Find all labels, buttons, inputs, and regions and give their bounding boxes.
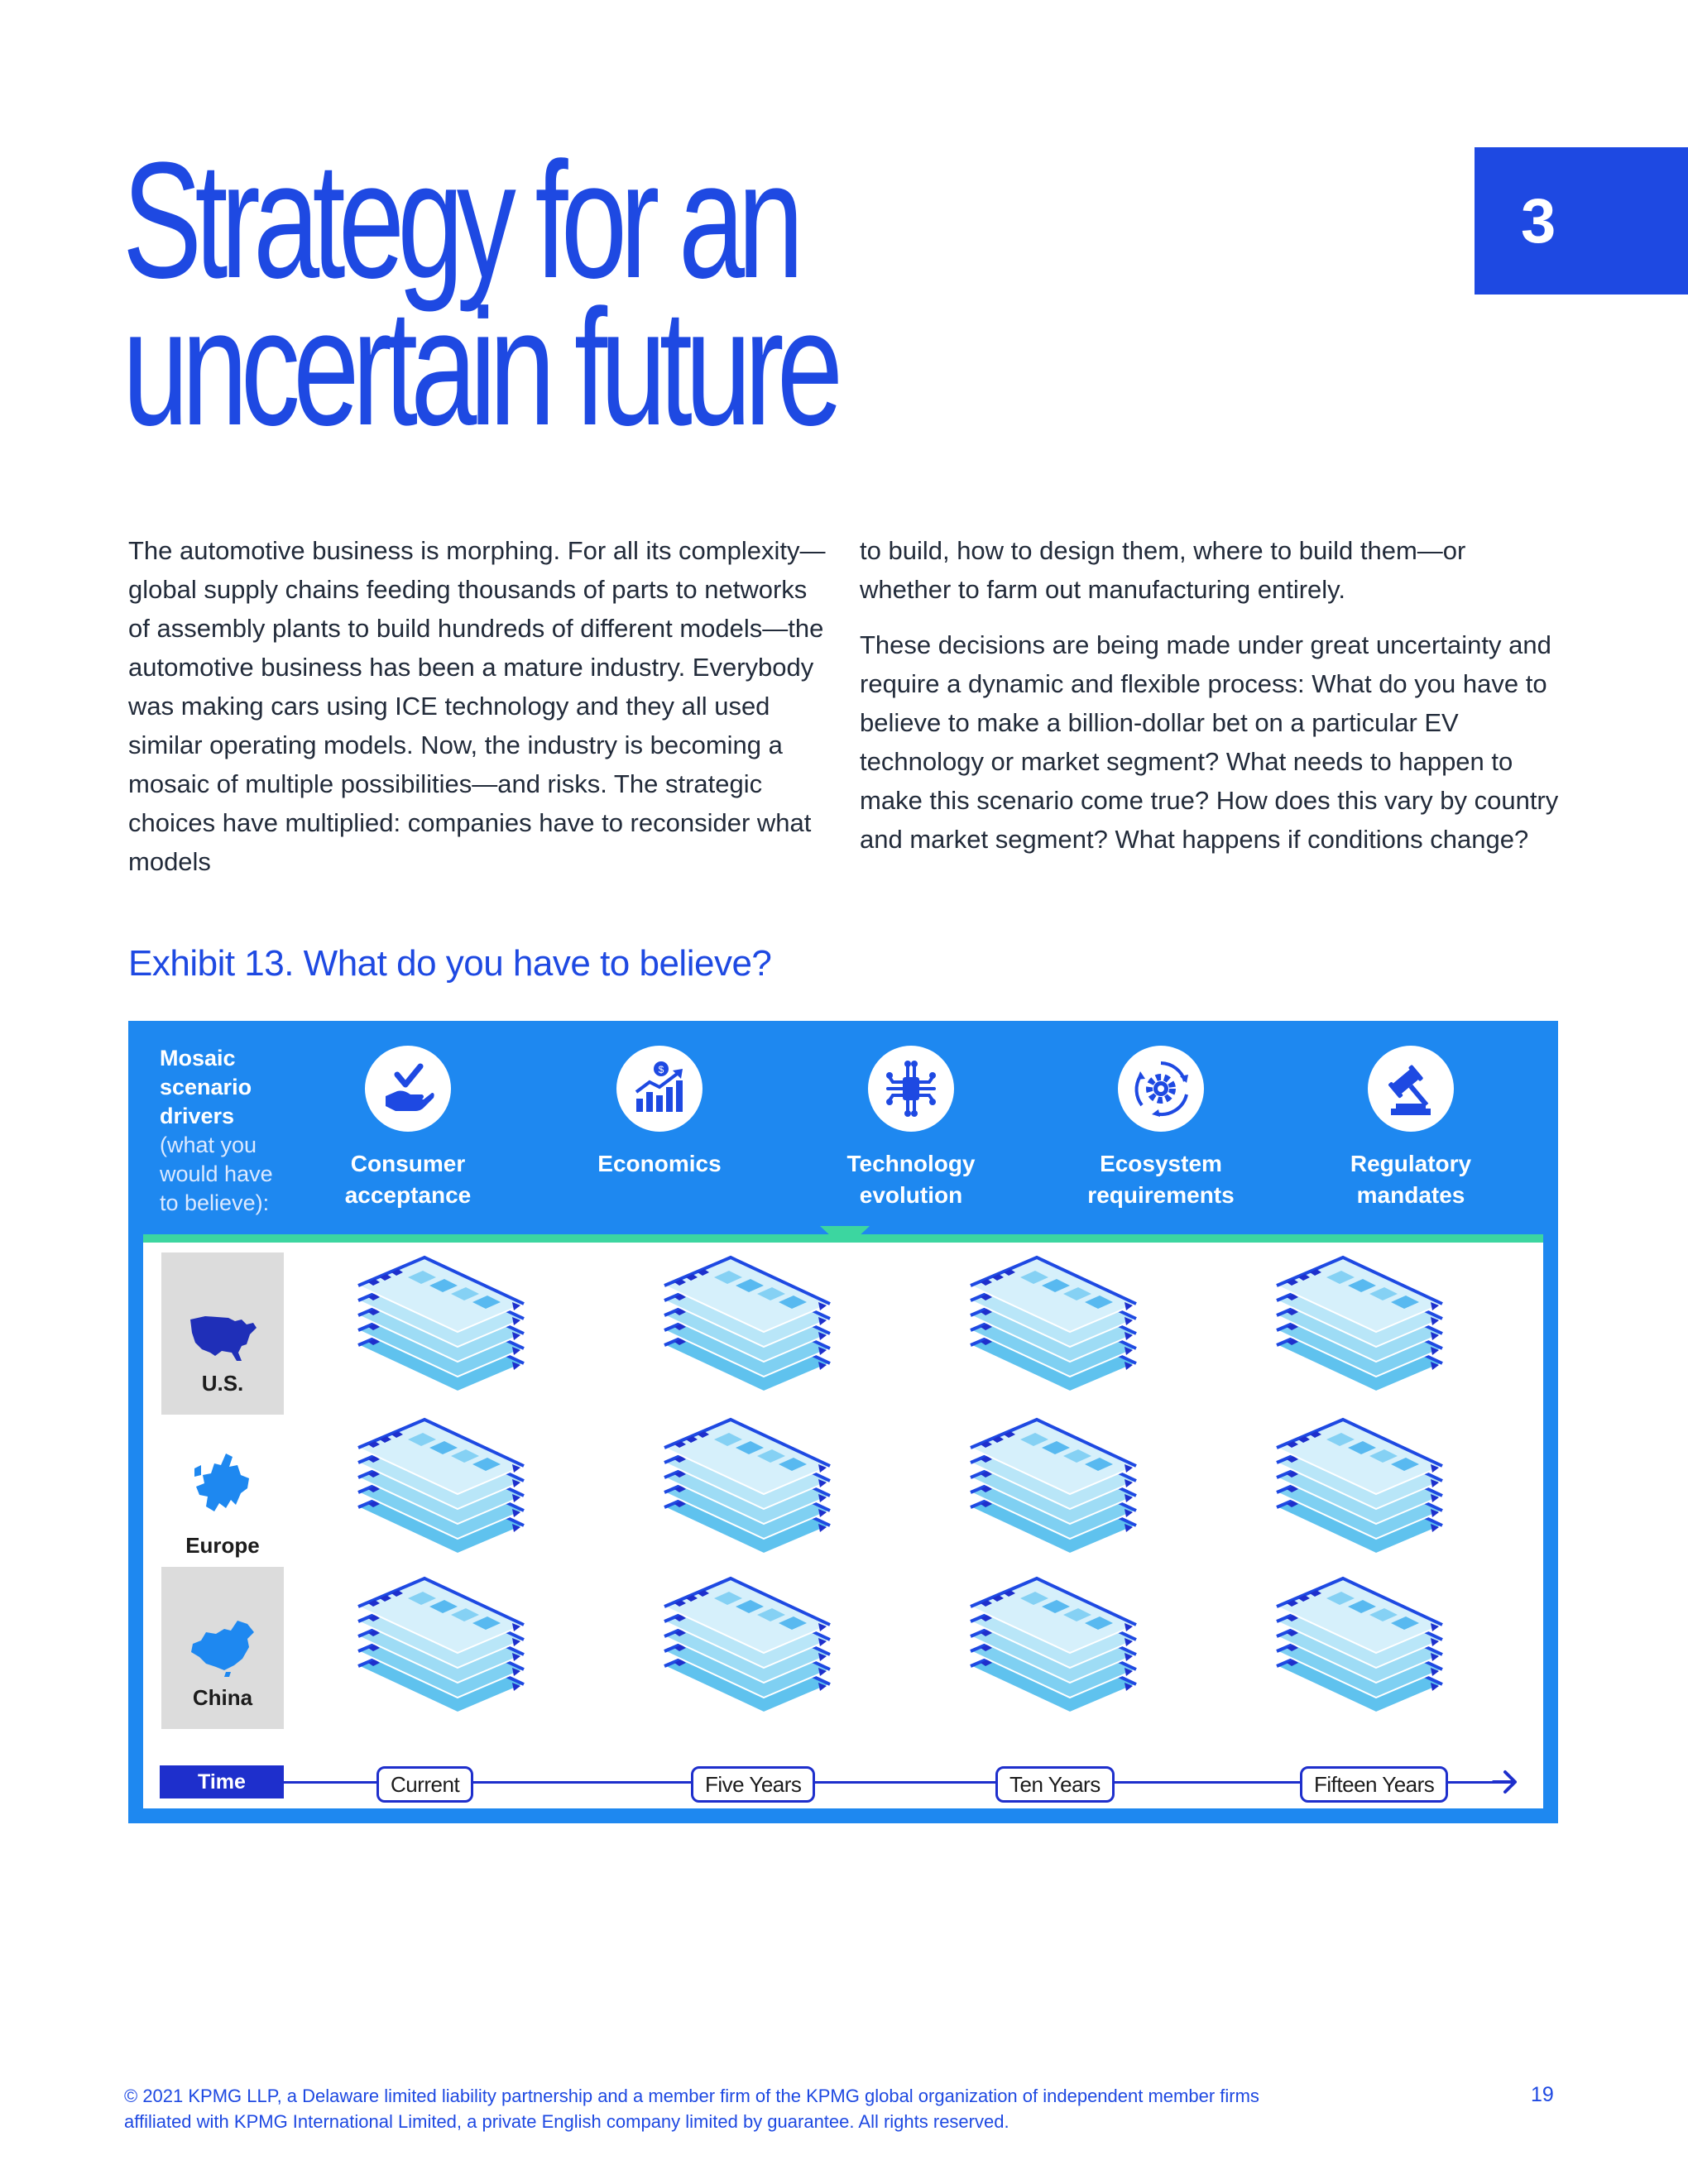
- page-title-line-2: uncertain future: [122, 275, 837, 460]
- drivers-label: [160, 1044, 292, 1218]
- svg-text:$: $: [658, 1064, 664, 1075]
- driver-consumer-acceptance: [300, 1046, 516, 1211]
- scenario-layer-stack: [656, 1252, 838, 1410]
- europe-map-icon: [189, 1450, 256, 1525]
- time-point-current: Current: [376, 1766, 473, 1803]
- arrow-right-icon: [1490, 1768, 1518, 1796]
- time-point-five-years: Five Years: [691, 1766, 815, 1803]
- driver-label: Consumer acceptance: [344, 1151, 472, 1208]
- scenario-layer-stack: [1268, 1415, 1451, 1572]
- driver-label: Technology evolution: [846, 1151, 976, 1208]
- drivers-label-title: Mosaic scenario drivers: [160, 1046, 252, 1128]
- driver-ecosystem-requirements: [1053, 1046, 1268, 1211]
- copyright-footer: [124, 2083, 1365, 2134]
- hand-check-icon: [365, 1046, 451, 1132]
- region-us: [161, 1252, 284, 1415]
- scenario-layer-stack: [350, 1415, 532, 1572]
- chip-icon: [868, 1046, 954, 1132]
- scenario-layer-stack: [962, 1415, 1144, 1572]
- driver-regulatory-mandates: [1303, 1046, 1518, 1211]
- scenario-layer-stack: [656, 1573, 838, 1731]
- page-title: [122, 128, 837, 460]
- scenario-layer-stack: [656, 1415, 838, 1572]
- body-paragraph: These decisions are being made under great uncertainty and require a dynamic and flexible process: What do you have to believe to make a billion-dollar bet on a particular EV technology or market segment? What needs to happen to make this scenario come true? How does this vary by country and market segment? What happens if conditions change?: [860, 630, 1559, 854]
- driver-technology-evolution: [803, 1046, 1019, 1211]
- timeline: [143, 1755, 1543, 1805]
- body-paragraph: The automotive business is morphing. For all its complexity—global supply chains feeding thousands of parts to networks of assembly plants to build hundreds of different models—the automotive business has been a mature industry. Everybody was making cars using ICE technology and they all used similar operating models. Now, the industry is becoming a mosaic of multiple possibilities—and risks. The strategic choices have multiplied: companies have to reconsider what models: [128, 536, 826, 876]
- page-number: 19: [1531, 2083, 1554, 2106]
- region-name: China: [192, 1685, 253, 1710]
- footer-line: affiliated with KPMG International Limited, a private English company limited by guarantee. All rights reserved.: [124, 2111, 1009, 2132]
- driver-label: Economics: [597, 1151, 722, 1176]
- scenario-layer-stack: [962, 1573, 1144, 1731]
- scenario-layer-stack: [962, 1252, 1144, 1410]
- scenario-layer-stack: [1268, 1252, 1451, 1410]
- region-china: [161, 1567, 284, 1729]
- section-number-badge: 3: [1475, 147, 1688, 295]
- region-name: U.S.: [201, 1371, 244, 1396]
- region-europe: [161, 1415, 284, 1577]
- gear-cycle-icon: [1118, 1046, 1204, 1132]
- gavel-icon: [1368, 1046, 1454, 1132]
- scenario-layer-stack: [1268, 1573, 1451, 1731]
- time-point-ten-years: Ten Years: [995, 1766, 1115, 1803]
- exhibit-13-graphic: [128, 1021, 1558, 1823]
- region-name: Europe: [185, 1533, 260, 1558]
- body-column-right: [860, 531, 1560, 875]
- china-map-icon: [188, 1619, 257, 1677]
- page-title-line-1: Strategy for an: [122, 128, 797, 313]
- scenario-layer-stack: [350, 1252, 532, 1410]
- body-column-left: [128, 531, 828, 898]
- exhibit-title: Exhibit 13. What do you have to believe?: [128, 943, 772, 984]
- time-point-fifteen-years: Fifteen Years: [1300, 1766, 1448, 1803]
- driver-label: Ecosystem requirements: [1087, 1151, 1235, 1208]
- time-label: Time: [160, 1765, 284, 1798]
- driver-label: Regulatory mandates: [1350, 1151, 1472, 1208]
- growth-chart-icon: [616, 1046, 703, 1132]
- us-map-icon: [187, 1313, 258, 1363]
- scenario-layer-stack: [350, 1573, 532, 1731]
- drivers-label-subtitle: (what you would have to believe):: [160, 1133, 273, 1215]
- driver-economics: [552, 1046, 767, 1180]
- footer-line: © 2021 KPMG LLP, a Delaware limited liability partnership and a member firm of the KPMG global organization of independent member firms: [124, 2086, 1259, 2106]
- scenario-grid-panel: [143, 1234, 1543, 1808]
- body-paragraph: to build, how to design them, where to build them—or whether to farm out manufacturing entirely.: [860, 536, 1466, 604]
